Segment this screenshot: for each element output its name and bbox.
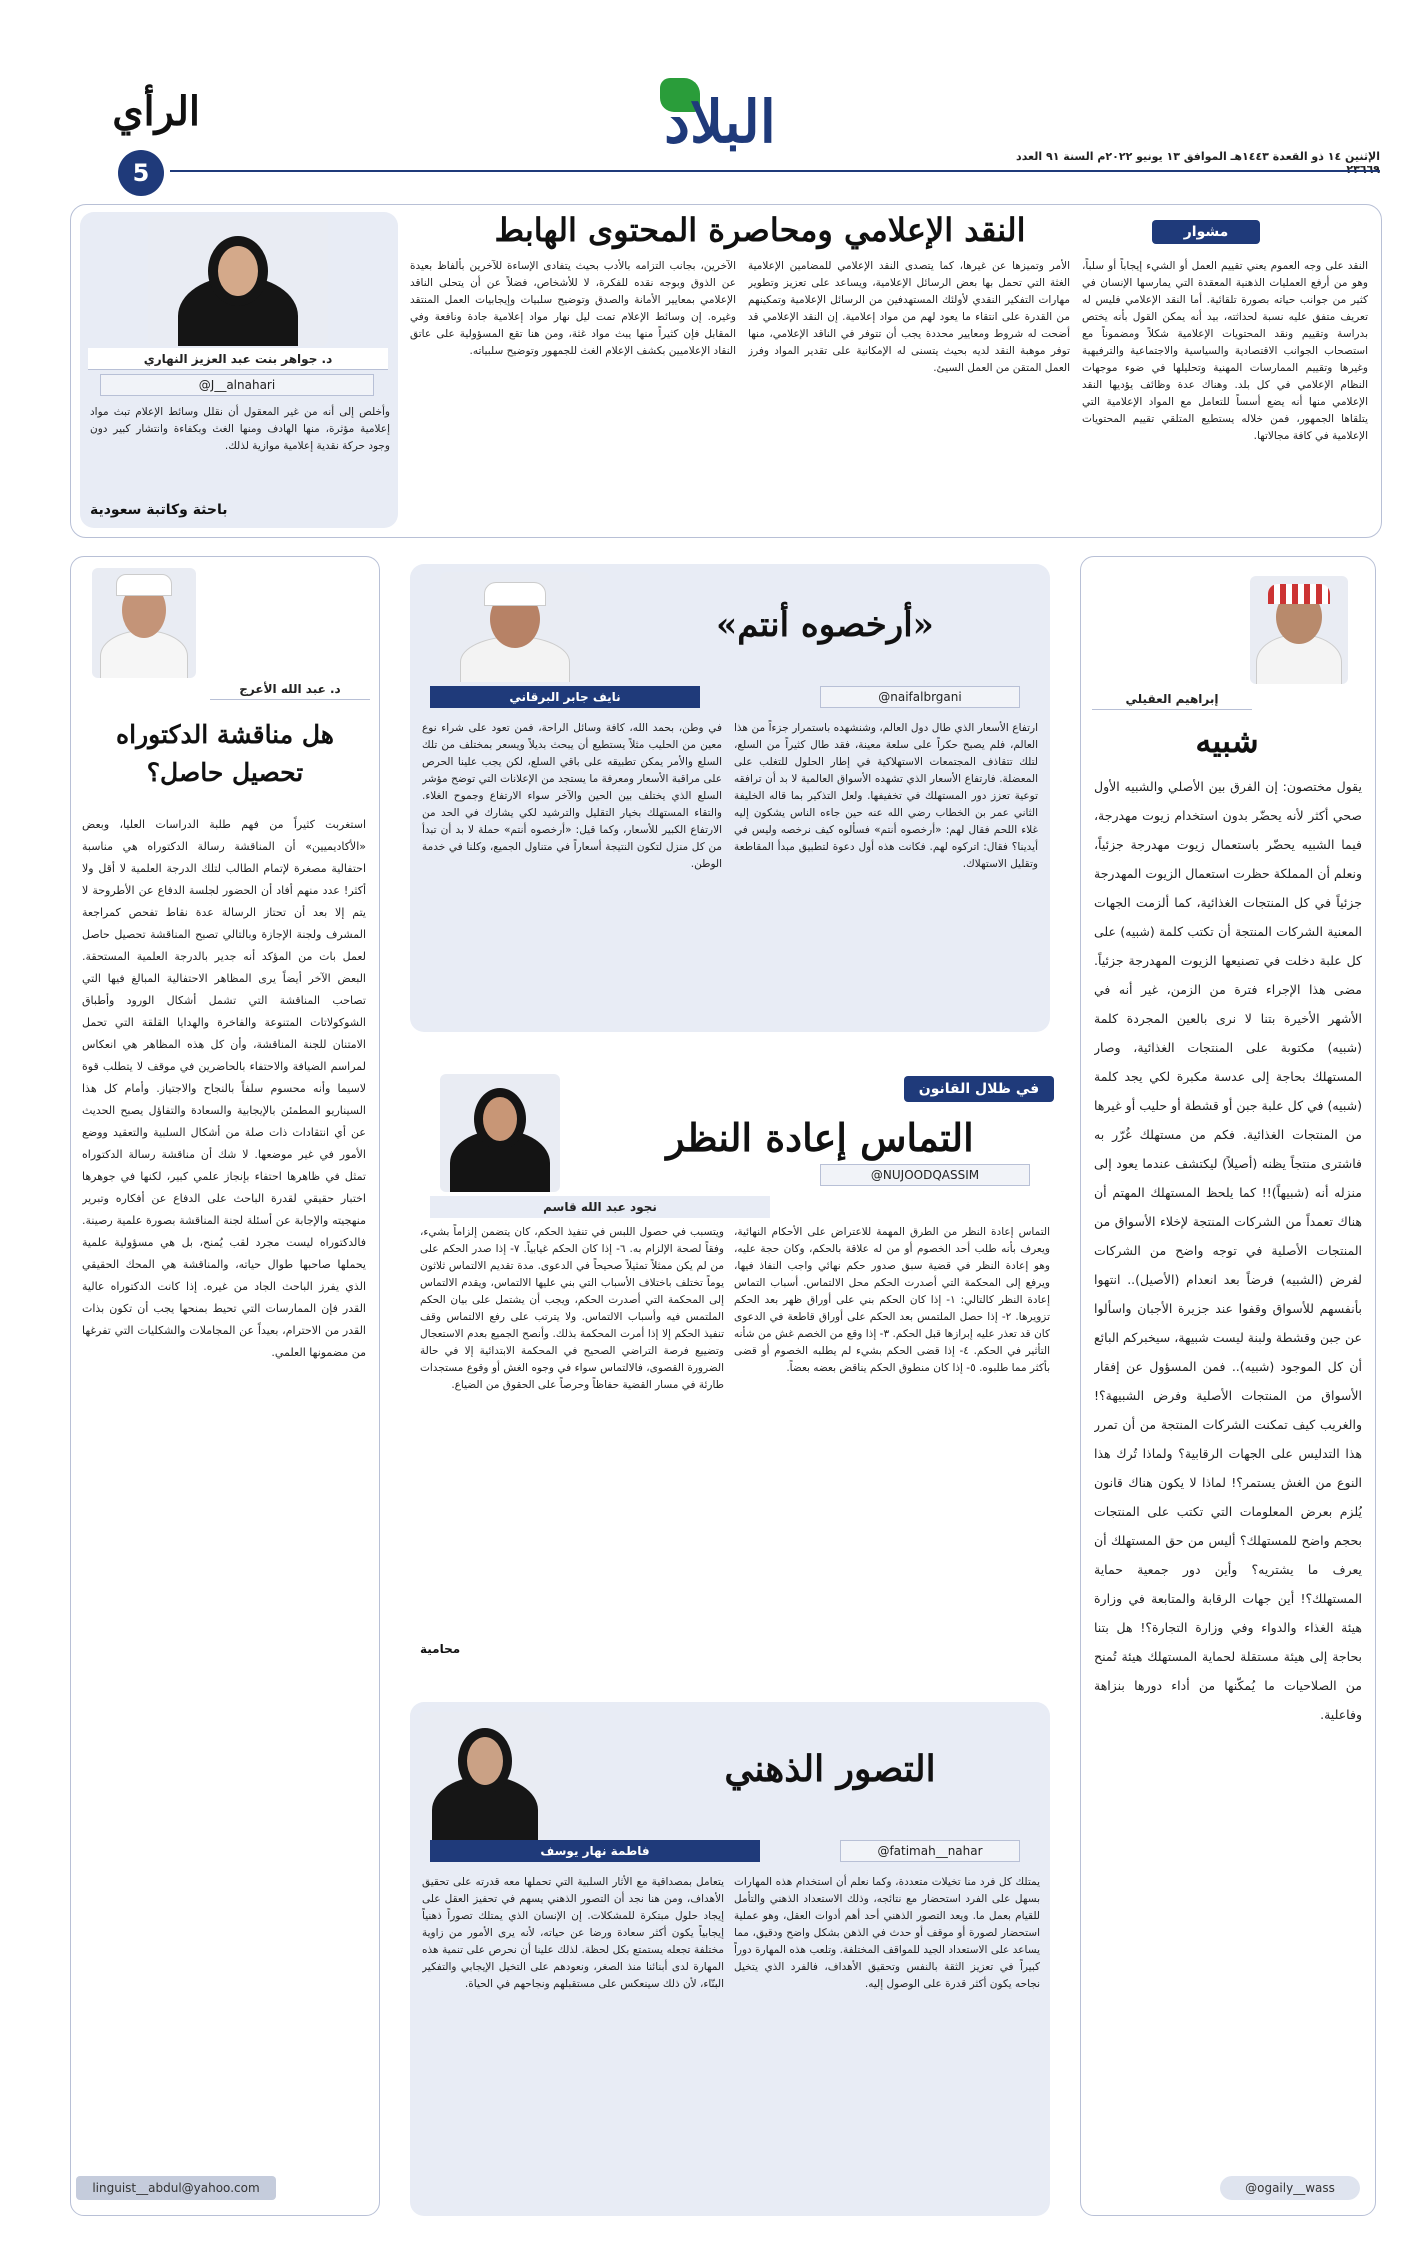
logo	[650, 78, 790, 158]
mental-handle[interactable]: @fatimah__nahar	[840, 1840, 1020, 1862]
author-photo-yousef	[420, 1712, 550, 1840]
top-col-3: الآخرين، بجانب التزامه بالأدب بحيث يتفادى الإساءة للآخرين بألفاظ بعيدة عن الذوق وبوجه نقده للفكرة، لا للأشخاص، فضلاً عن أن يتحلى الناقد الإعلامي بمعايير الأمانة والصدق وتوضيح سلبيات وإيجابيات العمل المنتقد وغيره. إن وسائط الإعلام تمت ليل نهار مواد إعلامية جادة ونافعة وفي المقابل فإن كثيراً منها يبث مواد غثة، ومن هنا تقع المسؤولية على عاتق النقاد الإعلاميين بكشف الإعلام الغث للجمهور وتوضيح سلبياته.	[410, 260, 736, 357]
shabih-handle[interactable]: @ogaily__wass	[1220, 2176, 1360, 2200]
masthead-rule	[170, 170, 1380, 172]
logo-text: البلاد	[664, 88, 776, 156]
law-kicker: في ظلال القانون	[904, 1076, 1054, 1102]
law-footer: محامية	[420, 1642, 461, 1656]
section-title: الرأي	[112, 88, 200, 135]
irkhasuh-col-2: في وطن، بحمد الله، كافة وسائل الراحة، فمن تعود على شراء نوع معين من الحليب مثلاً يستطيع أن يبحث بديلاً ويسعر بمختلف من تلك السلع والأمر يمكن تطبيقه على باقي السلع، لكن يجب علينا الحرص على مراقبة الأسعار ومعرفة ما يستجد من الإعلانات التي توضح مؤشر السلع الذي يختلف بين الحين والآخر سواء الارتفاع وجموح الغلاء. والتقاء المستهلك بخيار التقليل والترشيد لكي يشارك في الحد من الارتفاع الكبير للأسعار، وكما قيل: «أرخصوه أنتم» حملة لا بد أن تبدأ من كل منزل لتكون النتيجة أسعاراً في متناول الجميع، وكلنا في خدمة الوطن.	[422, 722, 722, 870]
irkhasuh-col-1: ارتفاع الأسعار الذي طال دول العالم، وشنشهده باستمرار جزءاً من هذا العالم، فلم يصبح حكراً على سلعة معينة، فقد طال كثيراً من السلع، لتلك تتقاذف المجتمعات الاستهلاكية في إطار الحلول للتغلب على المعضلة. فارتفاع الأسعار الذي تشهده الأسواق العالمية لا بد أن ترافقه توعية تعزز دور المستهلك في تخفيفها. ولعل التذكير بما قاله الخليفة الثاني عمر بن الخطاب رضي الله عنه حين جاءه الناس يشكون إليه غلاء اللحم فقال لهم: «أرخصوه أنتم» فسألوه كيف نرخصه وليس في أيدينا؟ فقال: اتركوه لهم. فكانت هذه أول دعوة لتطبيق مبدأ المقاطعة وتقليل الاستهلاك.	[734, 722, 1038, 870]
doctorate-email[interactable]: linguist__abdul@yahoo.com	[76, 2176, 276, 2200]
shabih-text: يقول مختصون: إن الفرق بين الأصلي والشبيه الأول صحي أكثر لأنه يحضّر بدون استخدام زيوت مهدرجة، فيما الشبيه يحضّر باستعمال زيوت مهدرجة جزئياً، ونعلم أن المملكة حظرت استعمال الزيوت المهدرجة جزئياً في كل المنتجات الغذائية، كما ألزمت الجهات المعنية الشركات المنتجة أن تكتب كلمة (شبيه) على كل علبة دخلت في تصنيعها الزيوت المهدرجة جزئياً. مضى هذا الإجراء فترة من الزمن، غير أنه في الأشهر الأخيرة بتنا لا نرى بالعين المجردة كلمة (شبيه) مكتوبة على المنتجات الغذائية، وصار المستهلك بحاجة إلى عدسة مكبرة لكي يجد كلمة (شبيه) في كل علبة جبن أو قشطة أو حليب أو غيرها من المنتجات الغذائية. فكم من مستهلك غُرّر به فاشترى منتجاً يظنه (أصيلاً) ليكتشف عندما يعود إلى منزله أنه (شبيهاً)!! كما يلحظ المستهلك المهتم أن هناك تعمداً من الشركات المنتجة لإخلاء الأسواق من المنتجات الأصلية في توجه واضح من الشركات لفرض (الشبيه) فرضاً بعد انعدام (الأصيل).. انتهوا بأنفسهم للأسواق وقفوا عند جزيرة الأجبان واسألوا عن جبن وقشطة ولبنة ليست شبيهة، سيخبركم البائع أن كل الموجود (شبيه).. فمن المسؤول عن إفقار الأسواق من المنتجات الأصلية وفرض الشبيهة؟! والغريب كيف تمكنت الشركات المنتجة من أن تمرر هذا التدليس على الجهات الرقابية؟ ولماذا تُرك هذا النوع من الغش يستمر؟! لماذا لا يكون هناك قانون يُلزم بعرض المعلومات التي تكتب على المنتجات بحجم واضح للمستهلك؟ أليس من حق المستهلك أن يعرف ما يشتريه؟ وأين دور جمعية حماية المستهلك؟! أين جهات الرقابة والمتابعة في وزارة هيئة الغذاء والدواء وفي وزارة التجارة؟! هل بتنا بحاجة إلى هيئة مستقلة لحماية المستهلك هيئة تُمنح من الصلاحيات ما يُمكّنها من أداء دورها بنزاهة وفاعلية.	[1094, 779, 1362, 1722]
author-photo-qassim	[440, 1074, 560, 1192]
mental-col-2: يتعامل بمصداقية مع الأثار السلبية التي تحملها معه قدرته على تحقيق الأهداف، ومن هنا نجد أن التصور الذهني يسهم في تحفيز العقل على إيجاد حلول مبتكرة للمشكلات. إن الإنسان الذي يمتلك تصوراً ذهنياً إيجابياً يكون أكثر سعادة ورضا عن حياته، لأنه يرى الأمور من زاوية مختلفة تجعله يستمتع بكل لحظة. لذلك علينا أن نحرص على تنمية هذه المهارة لدى أبنائنا منذ الصغر، ونعودهم على التخيل الإيجابي والتفكير البنّاء، لأن ذلك سينعكس على مستقبلهم ونجاحهم في الحياة.	[422, 1876, 724, 1990]
law-handle[interactable]: @NUJOODQASSIM	[820, 1164, 1030, 1186]
law-col-2: ويتسبب في حصول اللبس في تنفيذ الحكم، كان يتضمن إلزاماً بشيء، وفقاً لصحة الإلزام به. ٦- إذا كان الحكم غيابياً. ٧- إذا صدر الحكم على من لم يكن ممثلاً تمثيلاً صحيحاً في الدعوى. مدة تقديم الالتماس ثلاثون يوماً تختلف باختلاف الأسباب التي بني عليها الالتماس، ويقدم الالتماس إلى المحكمة التي أصدرت الحكم، ويجب أن يشتمل على بيان الحكم الملتمس فيه وأسباب الالتماس. ولا يترتب على رفع الالتماس وقف تنفيذ الحكم إلا إذا أمرت المحكمة بذلك. وأنصح الجميع بعدم الاستعجال وتضييع فرصة التراضي الصحيح في المحكمة الابتدائية إلا في حالة الضرورة القصوى، فالالتماس سواء في وجوه الغش أو وقوع مستجدات طارئة في مسار القضية حفاظاً وحرصاً على الحقوق من الضياع.	[420, 1226, 724, 1391]
top-col-2: الأمر وتميزها عن غيرها، كما يتصدى النقد الإعلامي للمضامين الإعلامية الغثة التي تحمل بها بعض الرسائل الإعلامية، ويساعد على تعزيز وتطوير مهارات التفكير النقدي لأولئك المستهدفين من الرسائل الإعلامية وتمكينهم من القدرة على انتقاء ما يعود لهم من مواد إعلامية. إن النقد الإعلامي قد أضحت له شروط ومعايير محددة يجب أن تتوفر في الناقد الإعلامي، منها توفر موهبة النقد لديه بحيث يتسنى له الإمكانية على تقدير المواد وفرز العمل المتقن من العمل السيئ.	[748, 260, 1070, 374]
shabih-title: شبيه	[1195, 722, 1259, 760]
author-photo-aaraj	[92, 568, 196, 678]
author-handle[interactable]: @J__alnahari	[100, 374, 374, 396]
law-author-bar: نجود عبد الله قاسم	[430, 1196, 770, 1218]
page-number-badge: 5	[118, 150, 164, 196]
top-article-title: النقد الإعلامي ومحاصرة المحتوى الهابط	[494, 211, 1026, 249]
doctorate-text: استغربت كثيراً من فهم طلبة الدراسات العليا، وبعض «الأكاديميين» أن المناقشة رسالة الدكتوراه هي مناسبة احتفالية مصغرة لإتمام الطالب لتلك الدرجة العلمية لا أقل ولا أكثر! عدد منهم أفاد أن الحضور لجلسة الدفاع عن الأطروحة لا يتم إلا بعد أن تحتاز الرسالة عدة نقاط تفحص كمراجعة المشرف ولجنة الإجازة وبالتالي تصبح المناقشة تحصيل حاصل لعمل بات من المؤكد أنه جدير بالدرجة العلمية المستحقة. البعض الآخر أيضاً يرى المظاهر الاحتفالية المبالغ فيها التي تصاحب المناقشة التي تشمل أشكال الورود وأطباق الشوكولاتات المتنوعة والفاخرة والهدايا القلقة التي تحمل الامتنان للجنة المناقشة، وأن كل هذه المظاهر هي انعكاس لمراسم الضيافة والاحتفاء بالحاضرين في موقف لا يتطلب قوة لاسيما وأنه محسوم سلفاً بالنجاح والاجتياز. وأمام كل هذا السيناريو المطمئن بالإيجابية والسعادة والتفاؤل يصبح الحديث عن أي انتقادات ذات صلة من أشكال السلبية والتعقيد ووضع الأمور في غير موضعها. لا شك أن مناقشة رسالة الدكتوراه تمثل في ظاهرها احتفاء بإنجاز علمي كبير، لكنها في جوهرها اختبار حقيقي لقدرة الباحث على الدفاع عن أفكاره وتبرير منهجيته والإجابة عن أسئلة لجنة المناقشة بصورة علمية رصينة. فالدكتوراه ليست مجرد لقب يُمنح، بل هي مسؤولية علمية يحملها صاحبها طوال حياته، والمناقشة هي المحك الحقيقي الذي يفرز الباحث الجاد من غيره. إذا كانت الدكتوراه عالية القدر فإن الممارسات التي تحيط بمنحها يجب أن تكون بذات القدر من الاحترام، بعيداً عن المجاملات والشكليات التي تفرغها من مضمونها العلمي.	[82, 818, 366, 1359]
top-col-4: وأخلص إلى أنه من غير المعقول أن نقلل وسائط الإعلام تبث مواد إعلامية مؤثرة، منها الهادف ومنها الغث وبكفاءة وانتشار كبير دون وجود حركة نقدية إعلامية موازية لذلك.	[90, 406, 390, 452]
irkhasuh-title: «أرخصوه أنتم»	[716, 605, 934, 645]
irkhasuh-author-bar: نايف جابر البرقاني	[430, 686, 700, 708]
author-name-bar: د. جواهر بنت عبد العزيز النهاري	[88, 348, 388, 370]
law-title: التماس إعادة النظر	[666, 1115, 974, 1160]
mental-author-bar: فاطمة نهار يوسف	[430, 1840, 760, 1862]
shabih-author-bar: إبراهيم العقيلي	[1092, 688, 1252, 710]
irkhasuh-handle[interactable]: @naifalbrgani	[820, 686, 1020, 708]
law-col-1: التماس إعادة النظر من الطرق المهمة للاعتراض على الأحكام النهائية، ويعرف بأنه طلب أحد الخصوم أو من له علاقة بالحكم، وكان حجة عليه، وهو إعادة النظر في قضية سبق صدور حكم نهائي واجب النفاذ فيها، ويرفع إلى المحكمة التي أصدرت الحكم محل الالتماس. أسباب التماس إعادة النظر كالتالي: ١- إذا كان الحكم بني على أوراق ظهر بعد الحكم تزويرها. ٢- إذا حصل الملتمس بعد الحكم على أوراق قاطعة في الدعوى كان قد تعذر عليه إبرازها قبل الحكم. ٣- إذا وقع من الخصم غش من شأنه التأثير في الحكم. ٤- إذا قضى الحكم بشيء لم يطلبه الخصوم أو قضى بأكثر مما طلبوه. ٥- إذا كان منطوق الحكم يناقض بعضه بعضاً.	[734, 1226, 1050, 1374]
author-photo-oqaili	[1250, 576, 1348, 684]
date-line: الإثنين ١٤ ذو القعدة ١٤٤٣هـ الموافق ١٣ يونيو ٢٠٢٢م السنة ٩١ العدد	[1016, 150, 1380, 163]
kicker-badge: مشوار	[1152, 220, 1260, 244]
author-photo-barqani	[440, 572, 590, 682]
author-photo-nahari	[148, 216, 328, 346]
mental-col-1: يمتلك كل فرد منا تخيلات متعددة، وكما نعلم أن استخدام هذه المهارات بسهل على الفرد استحضار مع نتائجه، وذلك الاستعداد الذهني والتأمل للقيام بعمل ما. ويعد التصور الذهني أحد أهم أدوات العقل، وهو عملية استحضار لصورة أو موقف أو حدث في الذهن بشكل واضح ودقيق، مما يساعد على الاستعداد الجيد للمواقف المختلفة. وتلعب هذه المهارة دوراً كبيراً في تعزيز الثقة بالنفس وتحقيق الأهداف، فالفرد الذي يتخيل نجاحه يكون أكثر قدرة على الوصول إليه.	[734, 1876, 1040, 1990]
top-col-1: النقد على وجه العموم يعني تقييم العمل أو الشيء إيجاباً أو سلباً، وهو من أرفع العمليات الذهنية المعقدة التي يمارسها الإنسان في كثير من جوانب حياته بصورة تلقائية. أما النقد الإعلامي فليس له تعريف متفق عليه نسبة لحداثته، بيد أنه يمكن القول بأنه يختص بدراسة وتقييم ونقد المحتويات الإعلامية شكلاً ومضموناً مع استصحاب الجوانب الاقتصادية والسياسية والاجتماعية والترفيهية وغيرها وتقييم الممارسات المهنية وتحليلها في ضوء موجهات النظام الإعلامي في كل بلد. وهناك عدة وظائف يؤديها النقد الإعلامي منها أنه يضع أسساً للتعامل مع المواد الإعلامية التي يتلقاها الجمهور، فمن خلاله يستطيع المتلقي تقييم المحتويات الإعلامية في كافة مجالاتها.	[1082, 260, 1368, 442]
doctorate-title: هل مناقشة الدكتوراه تحصيل حاصل؟	[116, 720, 334, 787]
masthead	[0, 0, 1420, 187]
author-caption: باحثة وكاتبة سعودية	[90, 502, 228, 518]
doctorate-author-bar: د. عبد الله الأعرج	[210, 678, 370, 700]
mental-title: التصور الذهني	[724, 1748, 936, 1790]
